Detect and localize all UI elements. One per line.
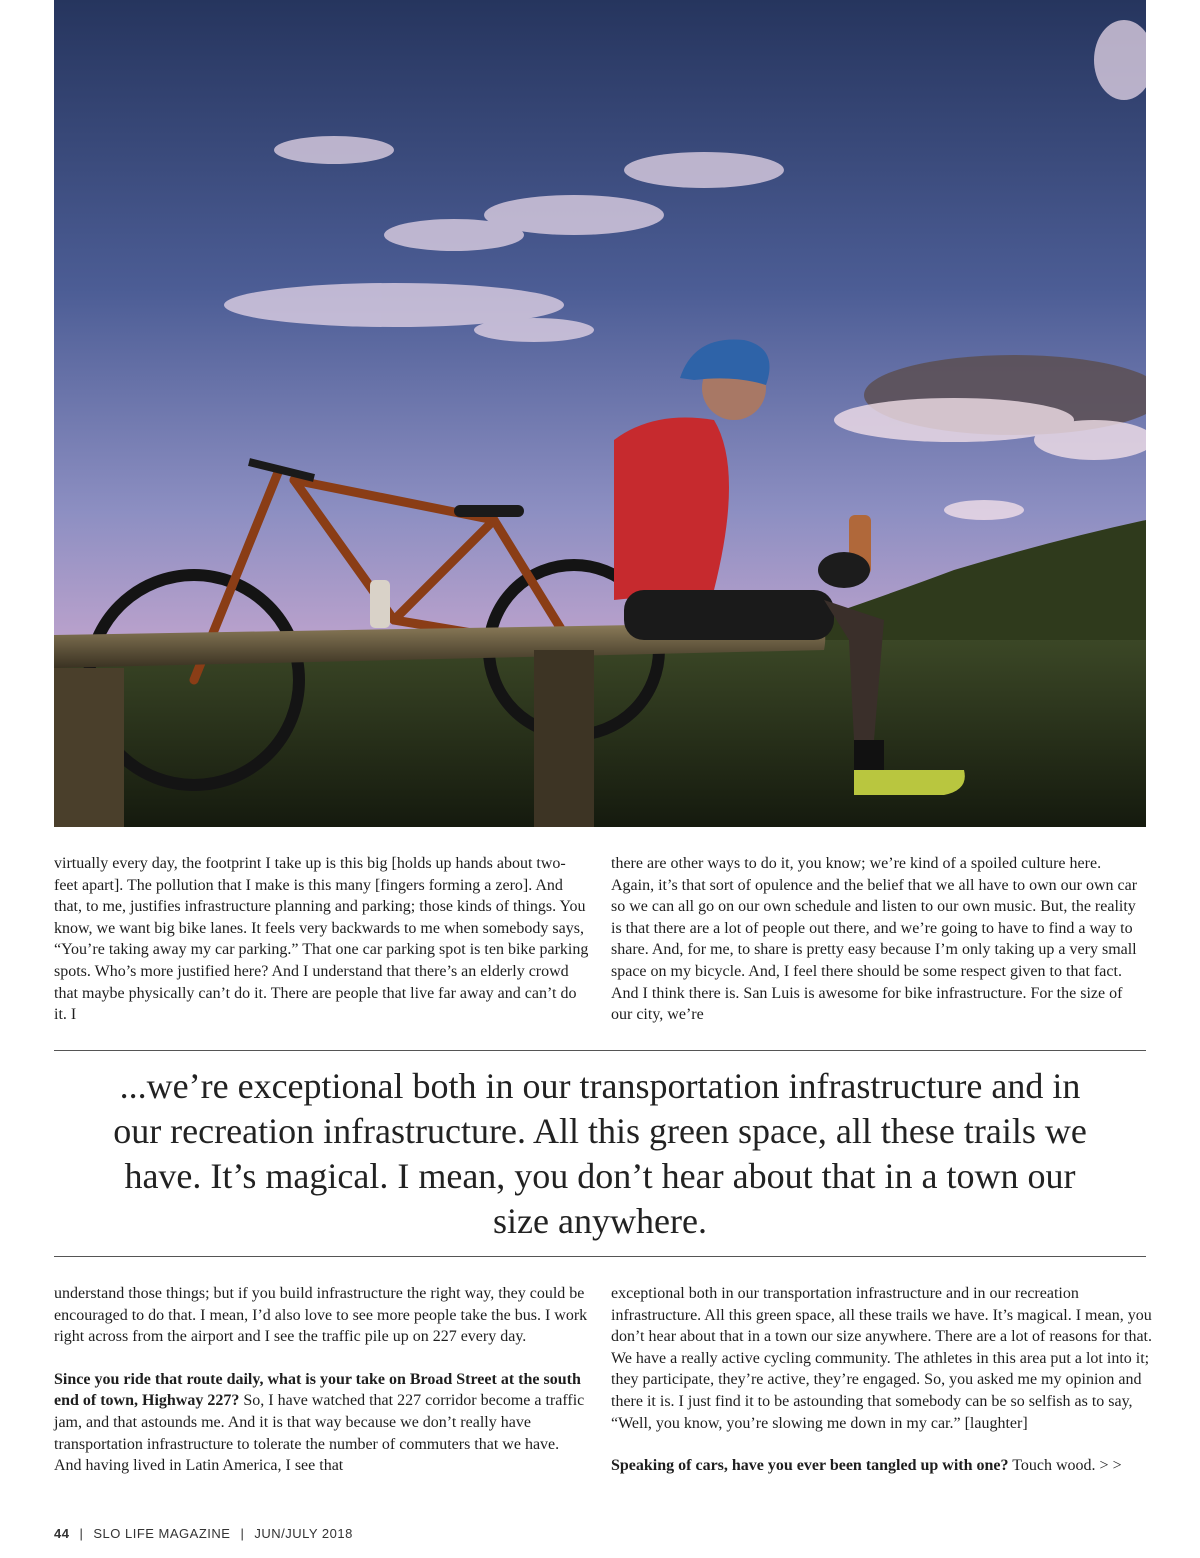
pull-quote-bottom-rule (54, 1256, 1146, 1257)
footer-separator: | (240, 1526, 245, 1541)
body-paragraph: virtually every day, the footprint I take up is this big [holds up hands about two-feet apart]. The pollution that I make is this many [fingers forming a zero]. And that, to me, justifies infrastructure planning and parking; those kinds of things. You know, we want big bike lanes. It feels very backwards to me when somebody says, “You’re taking away my car parking.” That one car parking spot is ten bike parking spots. Who’s more justified here? And I understand that there’s an elderly crowd that maybe physically can’t do it. There are people that live far away and can’t do it. I (54, 855, 589, 1024)
body-paragraph: exceptional both in our transportation infrastructure and in our recreation infrastructure. All this green space, all these trails we have. It’s magical. I mean, you don’t hear about that in a town our size anywhere. There are a lot of reasons for that. We have a really active cycling community. The athletes in this area put a lot into it; they participate, they’re active, they’re engaged. So, you asked me my opinion and there it is. I just find it to be astounding that somebody can be so selfish as to say, “Well, you know, you’re slowing me down in my car.” [laughter] (611, 1285, 1152, 1432)
pull-quote-top-rule (54, 1050, 1146, 1051)
body-column-bottom-right (611, 1283, 1156, 1477)
issue-date: JUN/JULY 2018 (254, 1526, 353, 1541)
page-footer (54, 1526, 353, 1541)
photo-illustration (54, 0, 1146, 827)
pull-quote: ...we’re exceptional both in our transportation infrastructure and in our recreation infrastructure. All this green space, all these trails we have. It’s magical. I mean, you don’t hear about that in a town our size anywhere. (113, 1066, 1087, 1241)
interview-answer: So, I have watched that 227 corridor become a traffic jam, and that astounds me. And it is that way because we don’t really have transportation infrastructure to tolerate the number of commuters that we have. And having lived in Latin America, I see that (54, 1392, 585, 1475)
cyclist-resting-photo (54, 0, 1146, 827)
interview-exchange (54, 1369, 589, 1477)
magazine-name: SLO LIFE MAGAZINE (93, 1526, 231, 1541)
body-paragraph: understand those things; but if you build infrastructure the right way, they could be encouraged to do that. I mean, I’d also love to see more people take the bus. I work right across from the airport and I see the traffic pile up on 227 every day. (54, 1285, 588, 1346)
page-number: 44 (54, 1526, 70, 1541)
interview-question: Since you ride that route daily, what is your take on Broad Street at the south end of town, Highway 227? (54, 1370, 581, 1410)
body-column-top-right (611, 853, 1146, 1026)
body-paragraph: there are other ways to do it, you know; we’re kind of a spoiled culture here. Again, it’s that sort of opulence and the belief that we all have to own our own car so we can all go on our own schedule and listen to our own music. But, the reality is that there are a lot of people out there, and we’re going to have to find a way to share. And, for me, to share is pretty easy because I’m only taking up a very small space on my bicycle. And, I feel there should be some respect given to that fact. And I think there is. San Luis is awesome for bike infrastructure. For the size of our city, we’re (611, 855, 1138, 1024)
interview-question: Speaking of cars, have you ever been tangled up with one? (611, 1457, 1009, 1475)
body-column-top-left (54, 853, 589, 1026)
body-column-bottom-left (54, 1283, 589, 1477)
interview-exchange (611, 1455, 1156, 1477)
interview-answer: Touch wood. > > (1008, 1457, 1122, 1475)
footer-separator: | (79, 1526, 84, 1541)
